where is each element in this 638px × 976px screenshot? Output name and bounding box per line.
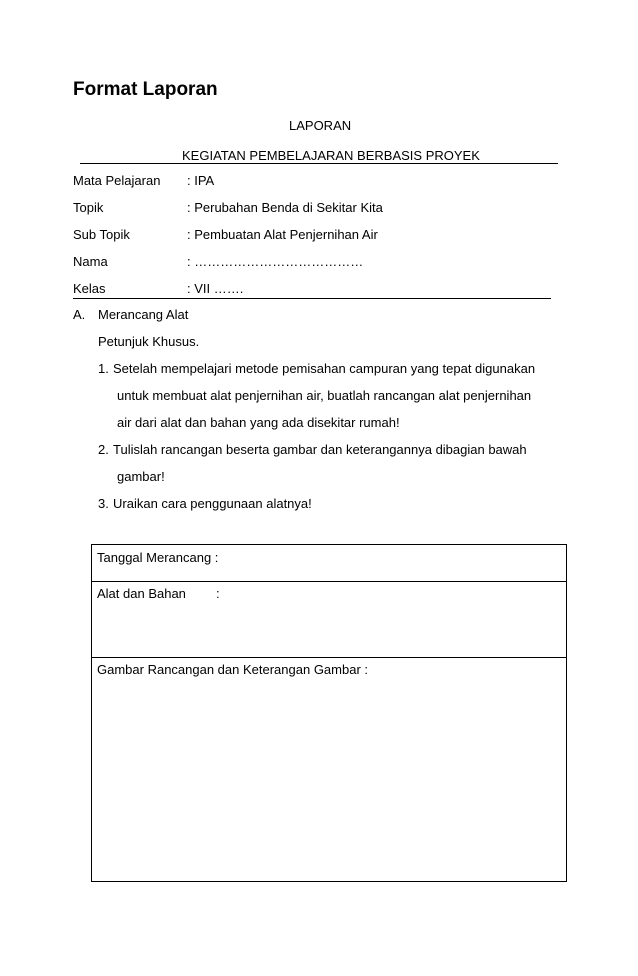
report-subheading: KEGIATAN PEMBELAJARAN BERBASIS PROYEK: [182, 148, 480, 163]
instruction-number: 2.: [98, 442, 109, 457]
instruction-line: gambar!: [117, 469, 165, 484]
design-date-label: Tanggal Merancang :: [97, 550, 219, 565]
form-divider: [92, 581, 566, 582]
tools-materials-label: Alat dan Bahan: [97, 586, 186, 601]
tools-materials-colon: :: [216, 586, 220, 601]
instruction-line: Setelah mempelajari metode pemisahan campuran yang tepat digunakan: [113, 361, 536, 376]
instructions-heading: Petunjuk Khusus.: [98, 334, 200, 349]
info-label-name: Nama: [73, 254, 108, 269]
report-heading: LAPORAN: [289, 118, 352, 133]
instruction-line: Tulislah rancangan beserta gambar dan keterangannya dibagian bawah: [113, 442, 527, 457]
form-divider: [92, 657, 566, 658]
page-title: Format Laporan: [73, 79, 218, 100]
info-label-subject: Mata Pelajaran: [73, 173, 161, 188]
section-heading: Merancang Alat: [98, 307, 189, 322]
instruction-number: 1.: [98, 361, 109, 376]
instruction-number: 3.: [98, 496, 109, 511]
info-label-class: Kelas: [73, 281, 106, 296]
info-divider: [73, 298, 551, 299]
instruction-line: Uraikan cara penggunaan alatnya!: [113, 496, 312, 511]
design-form: [91, 544, 567, 882]
header-divider: [80, 163, 558, 164]
info-value-name: : …………………………………: [187, 254, 364, 269]
info-label-topic: Topik: [73, 200, 104, 215]
info-value-subtopic: : Pembuatan Alat Penjernihan Air: [187, 227, 378, 242]
section-marker: A.: [73, 307, 86, 322]
info-value-subject: : IPA: [187, 173, 215, 188]
instruction-line: untuk membuat alat penjernihan air, buatlah rancangan alat penjernihan: [117, 388, 532, 403]
instruction-line: air dari alat dan bahan yang ada disekitar rumah!: [117, 415, 400, 430]
info-value-class: : VII …….: [187, 281, 244, 296]
drawing-label: Gambar Rancangan dan Keterangan Gambar :: [97, 662, 369, 677]
info-value-topic: : Perubahan Benda di Sekitar Kita: [187, 200, 383, 215]
info-label-subtopic: Sub Topik: [73, 227, 130, 242]
